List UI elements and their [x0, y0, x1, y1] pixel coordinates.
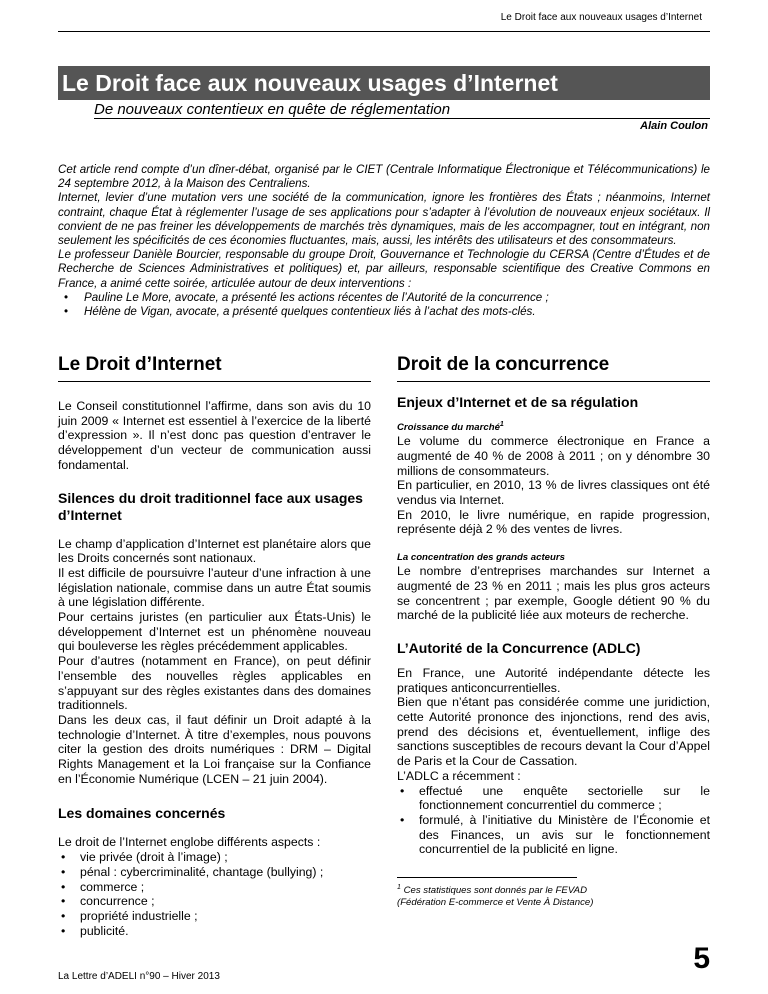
paragraph: Pour certains juristes (en particulier aux États-Unis) le développement d’Internet est un phénomène nouveau qui bouleverse les règles précédemment applicables. [58, 610, 371, 654]
list-item: • publicité. [58, 924, 371, 939]
paragraph: Il est difficile de poursuivre l’auteur d’une infraction à une législation nationale, commise dans un autre État soumis à une législation différente. [58, 565, 371, 610]
left-column [58, 354, 371, 938]
list-item: • concurrence ; [58, 894, 371, 909]
subheading-adlc: L’Autorité de la Concurrence (ADLC) [397, 639, 641, 656]
minor-heading-text: Croissance du marché [397, 422, 500, 434]
footnote-line: Ces statistiques sont donnés par le FEVAD [400, 885, 588, 897]
footnote-rule [397, 877, 577, 878]
header-rule [58, 31, 710, 32]
list-item: • formulé, à l’initiative du Ministère de l’Économie et des Finances, un avis sur le fonctionnement concurrentiel de la publicité en ligne. [397, 813, 710, 857]
paragraph: Dans les deux cas, il faut définir un Droit adapté à la technologie d’Internet. À titre d’exemples, nous pouvons citer la gestion des droits numériques : DRM – Digital Rights Management et la Loi française sur la Confiance en l’Économie Numérique (LCEN – 21 juin 2004). [58, 712, 371, 786]
article-title: Le Droit face aux nouveaux usages d’Internet [58, 66, 710, 100]
minor-heading-croissance [397, 419, 710, 434]
paragraph: En France, une Autorité indépendante détecte les pratiques anticoncurrentielles. [397, 665, 710, 695]
section-rule [397, 381, 710, 382]
right-column [397, 354, 710, 857]
list-item: • vie privée (droit à l’image) ; [58, 850, 371, 865]
page-number: 5 [693, 942, 710, 975]
article-subtitle: De nouveaux contentieux en quête de réglementation [94, 101, 451, 118]
paragraph: Le Conseil constitutionnel l’affirme, dans son avis du 10 juin 2009 « Internet est essentiel à l’exercice de la liberté d’expression ». Il n’est donc pas question d’entraver le développement d’un vecteur de communication aussi fondamental. [58, 399, 371, 472]
intro-paragraph: Internet, levier d’une mutation vers une société de la communication, ignore les frontières des États ; néanmoins, Internet contraint, chaque État à réglementer l’usage de ses applications pour s’adapter à l’évolution de nouveaux enjeux sociétaux. Il convient de ne pas freiner les développements de marchés très dynamiques, mais de les accompagner, tout en intégrant, non seulement les spécificités de ces économies fluctuantes, mais, aussi, les intérêts des utilisateurs et des consommateurs. [58, 191, 710, 248]
list-item: • commerce ; [58, 880, 371, 895]
section-rule [58, 381, 371, 382]
minor-heading-concentration: La concentration des grands acteurs [397, 552, 565, 564]
intro-paragraph: Le professeur Danièle Bourcier, responsable du groupe Droit, Gouvernance et Technologie du CERSA (Centre d’Études et de Recherche de Sciences Administratives et politiques) et, par ailleurs, responsable scientifique des Creative Commons en France, a animé cette soirée, articulée autour de deux interventions : [58, 248, 710, 290]
paragraph: Le droit de l’Internet englobe différents aspects : [58, 835, 321, 850]
list-item: • pénal : cybercriminalité, chantage (bullying) ; [58, 865, 371, 880]
footnote-mark: 1 [397, 884, 401, 891]
intro-list [58, 291, 710, 319]
intro [58, 163, 710, 319]
footnote-line: (Fédération E-commerce et Vente À Distance) [397, 897, 594, 909]
paragraph: L’ADLC a récemment : [397, 768, 521, 783]
paragraph: Bien que n’étant pas considérée comme une juridiction, cette Autorité prononce des injonctions, rend des avis, prend des décisions et, éventuellement, inflige des sanctions susceptibles de recours devant la Cour d’Appel de Paris et la Cour de Cassation. [397, 695, 710, 769]
list-item: • Hélène de Vigan, avocate, a présenté quelques contentieux liés à l’achat des mots-clés. [58, 305, 710, 319]
subheading-domaines: Les domaines concernés [58, 805, 226, 822]
running-header: Le Droit face aux nouveaux usages d’Internet [500, 12, 702, 23]
paragraph: En 2010, le livre numérique, en rapide progression, représente déjà 2 % des ventes de livres. [397, 507, 710, 537]
subheading-enjeux: Enjeux d’Internet et de sa régulation [397, 394, 639, 410]
paragraph: Pour d’autres (notamment en France), on peut définir l’ensemble des nouvelles règles applicables en s’appuyant sur des règles existantes dans des domaines traditionnels. [58, 654, 371, 713]
adlc-list [397, 784, 710, 858]
domains-list [58, 850, 371, 938]
paragraph: Le champ d’application d’Internet est planétaire alors que les Droits concernés sont nationaux. [58, 536, 371, 566]
list-item: • Pauline Le More, avocate, a présenté les actions récentes de l’Autorité de la concurrence ; [58, 291, 710, 305]
intro-paragraph: Cet article rend compte d’un dîner-débat, organisé par le CIET (Centrale Informatique Électronique et Télécommunications) le 24 septembre 2012, à la Maison des Centraliens. [58, 163, 710, 191]
paragraph: En particulier, en 2010, 13 % de livres classiques ont été vendus via Internet. [397, 478, 710, 507]
list-item: • effectué une enquête sectorielle sur le fonctionnement concurrentiel du commerce ; [397, 784, 710, 813]
footer-journal: La Lettre d’ADELI n°90 – Hiver 2013 [58, 971, 220, 982]
section-heading-droit-internet: Le Droit d’Internet [58, 354, 222, 375]
footnote-ref: 1 [499, 421, 504, 428]
subheading-silences: Silences du droit traditionnel face aux usages d’Internet [58, 489, 363, 523]
author: Alain Coulon [640, 120, 708, 132]
subtitle-rule [94, 118, 710, 119]
paragraph: Le volume du commerce électronique en France a augmenté de 40 % de 2008 à 2011 ; on y dénombre 30 millions de consommateurs. [397, 434, 710, 478]
section-heading-concurrence: Droit de la concurrence [397, 354, 610, 375]
paragraph: Le nombre d’entreprises marchandes sur Internet a augmenté de 23 % en 2011 ; mais les plus gros acteurs se concentrent ; par exemple, Google détient 90 % du marché de la publicité liée aux moteurs de recherche. [397, 564, 710, 623]
list-item: • propriété industrielle ; [58, 909, 371, 924]
footnote [397, 882, 593, 909]
